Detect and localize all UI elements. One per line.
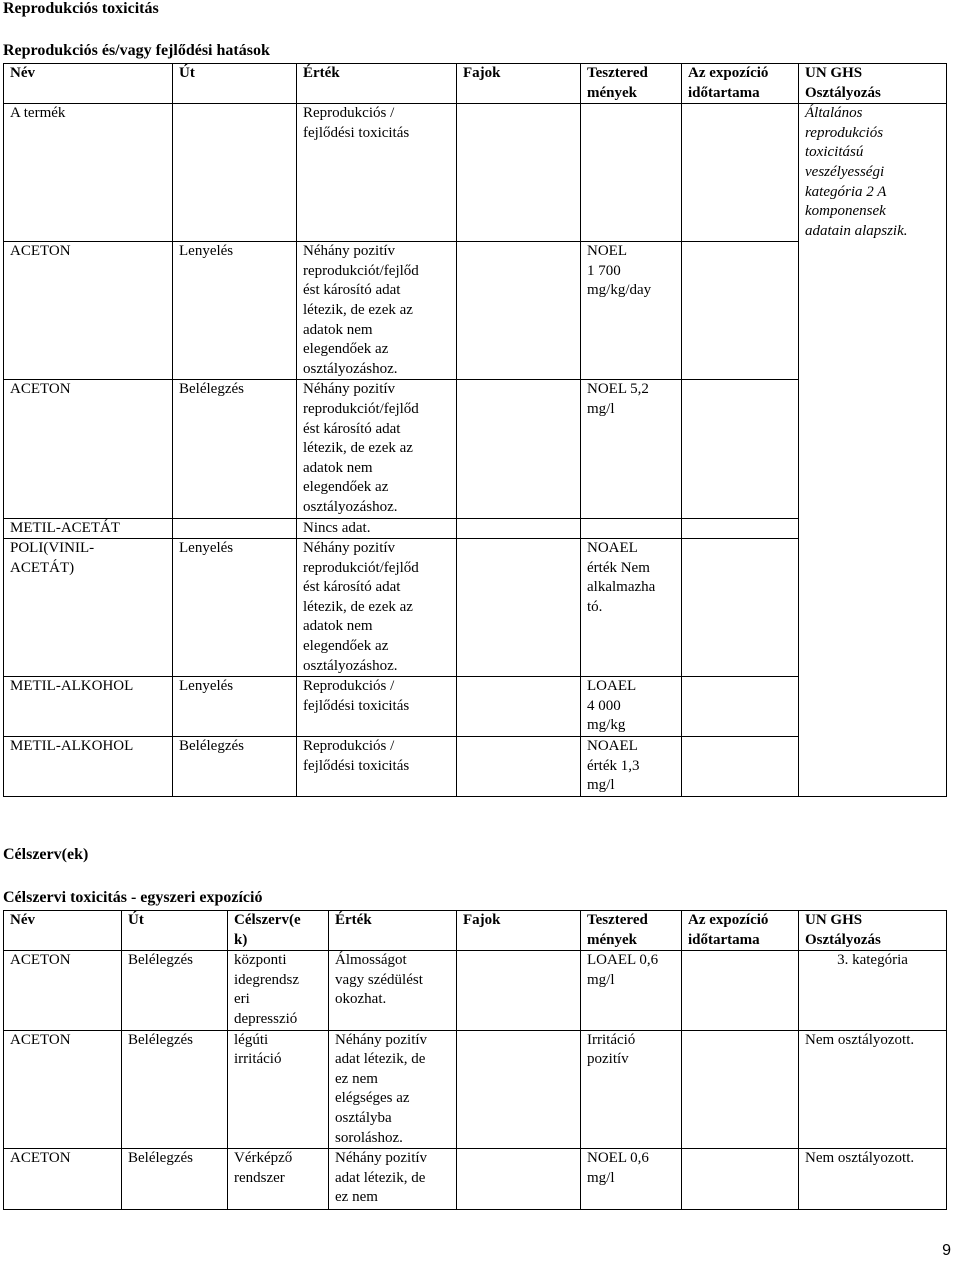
cell-duration — [682, 737, 799, 797]
cell-species — [457, 1030, 581, 1149]
cell-ghs: Nem osztályozott. — [799, 1149, 947, 1210]
cell-name: POLI(VINIL- ACETÁT) — [4, 539, 173, 677]
cell-value: Néhány pozitív adat létezik, de ez nem elégséges az osztályba soroláshoz. — [329, 1030, 457, 1149]
cell-duration — [682, 518, 799, 539]
cell-route: Belélegzés — [122, 1030, 228, 1149]
cell-name: ACETON — [4, 242, 173, 380]
cell-species — [457, 242, 581, 380]
cell-result: NOAEL érték Nem alkalmazha tó. — [581, 539, 682, 677]
cell-name: ACETON — [4, 951, 122, 1030]
cell-value: Néhány pozitív reprodukciót/fejlőd ést károsító adat létezik, de ezek az adatok nem elegendőek az osztályozáshoz. — [297, 539, 457, 677]
section-title-target-organs: Célszerv(ek) — [3, 846, 89, 863]
cell-species — [457, 380, 581, 518]
cell-ghs: 3. kategória — [799, 951, 947, 1030]
header-duration: Az expozíció időtartama — [682, 911, 799, 951]
header-results: Tesztered mények — [581, 911, 682, 951]
cell-result — [581, 104, 682, 242]
cell-species — [457, 951, 581, 1030]
cell-target-organ: légúti irritáció — [228, 1030, 329, 1149]
header-target-organ: Célszerv(e k) — [228, 911, 329, 951]
cell-value: Néhány pozitív reprodukciót/fejlőd ést károsító adat létezik, de ezek az adatok nem elegendőek az osztályozáshoz. — [297, 380, 457, 518]
cell-route: Lenyelés — [173, 242, 297, 380]
cell-species — [457, 1149, 581, 1210]
header-results: Tesztered mények — [581, 64, 682, 104]
cell-species — [457, 539, 581, 677]
cell-route: Belélegzés — [173, 380, 297, 518]
header-species: Fajok — [457, 911, 581, 951]
cell-target-organ: Vérképző rendszer — [228, 1149, 329, 1210]
cell-route — [173, 104, 297, 242]
table-row — [4, 1149, 947, 1210]
cell-duration — [682, 104, 799, 242]
cell-route: Belélegzés — [122, 951, 228, 1030]
cell-result: LOAEL 0,6 mg/l — [581, 951, 682, 1030]
cell-ghs: Nem osztályozott. — [799, 1030, 947, 1149]
section-title-reproductive: Reprodukciós toxicitás — [3, 0, 159, 17]
cell-target-organ: központi idegrendsz eri depresszió — [228, 951, 329, 1030]
cell-value: Reprodukciós / fejlődési toxicitás — [297, 737, 457, 797]
header-value: Érték — [329, 911, 457, 951]
table-row — [4, 951, 947, 1030]
table-header-row — [4, 911, 947, 951]
page-number: 9 — [942, 1242, 951, 1259]
header-duration: Az expozíció időtartama — [682, 64, 799, 104]
cell-result — [581, 518, 682, 539]
cell-name: A termék — [4, 104, 173, 242]
header-name: Név — [4, 64, 173, 104]
header-ghs: UN GHS Osztályozás — [799, 64, 947, 104]
cell-route: Belélegzés — [173, 737, 297, 797]
section-subtitle-reproductive: Reprodukciós és/vagy fejlődési hatások — [3, 42, 270, 59]
cell-route: Lenyelés — [173, 539, 297, 677]
cell-duration — [682, 1030, 799, 1149]
cell-result: LOAEL 4 000 mg/kg — [581, 677, 682, 737]
target-organ-toxicity-table — [3, 910, 947, 1210]
cell-result: NOAEL érték 1,3 mg/l — [581, 737, 682, 797]
cell-duration — [682, 1149, 799, 1210]
cell-value: Néhány pozitív reprodukciót/fejlőd ést károsító adat létezik, de ezek az adatok nem elegendőek az osztályozáshoz. — [297, 242, 457, 380]
cell-name: ACETON — [4, 380, 173, 518]
header-ghs: UN GHS Osztályozás — [799, 911, 947, 951]
cell-name: METIL-ALKOHOL — [4, 737, 173, 797]
cell-result: NOEL 5,2 mg/l — [581, 380, 682, 518]
cell-route: Belélegzés — [122, 1149, 228, 1210]
reproductive-toxicity-table — [3, 63, 947, 797]
cell-duration — [682, 242, 799, 380]
cell-duration — [682, 677, 799, 737]
header-route: Út — [122, 911, 228, 951]
cell-result: NOEL 1 700 mg/kg/day — [581, 242, 682, 380]
cell-duration — [682, 380, 799, 518]
header-name: Név — [4, 911, 122, 951]
cell-species — [457, 104, 581, 242]
header-species: Fajok — [457, 64, 581, 104]
cell-species — [457, 518, 581, 539]
cell-result: NOEL 0,6 mg/l — [581, 1149, 682, 1210]
cell-value: Álmosságot vagy szédülést okozhat. — [329, 951, 457, 1030]
cell-duration — [682, 539, 799, 677]
cell-value: Néhány pozitív adat létezik, de ez nem — [329, 1149, 457, 1210]
cell-duration — [682, 951, 799, 1030]
header-route: Út — [173, 64, 297, 104]
cell-name: METIL-ALKOHOL — [4, 677, 173, 737]
cell-name: ACETON — [4, 1030, 122, 1149]
cell-result: Irritáció pozitív — [581, 1030, 682, 1149]
cell-species — [457, 677, 581, 737]
section-subtitle-target-organs: Célszervi toxicitás - egyszeri expozíció — [3, 889, 263, 906]
ghs-note: Általános reprodukciós toxicitású veszélyességi kategória 2 A komponensek adatain alapszik. — [799, 104, 947, 797]
cell-value: Nincs adat. — [297, 518, 457, 539]
table-header-row — [4, 64, 947, 104]
cell-species — [457, 737, 581, 797]
cell-name: ACETON — [4, 1149, 122, 1210]
cell-name: METIL-ACETÁT — [4, 518, 173, 539]
table-row — [4, 104, 947, 242]
cell-value: Reprodukciós / fejlődési toxicitás — [297, 104, 457, 242]
table-row — [4, 1030, 947, 1149]
cell-route: Lenyelés — [173, 677, 297, 737]
header-value: Érték — [297, 64, 457, 104]
cell-route — [173, 518, 297, 539]
cell-value: Reprodukciós / fejlődési toxicitás — [297, 677, 457, 737]
